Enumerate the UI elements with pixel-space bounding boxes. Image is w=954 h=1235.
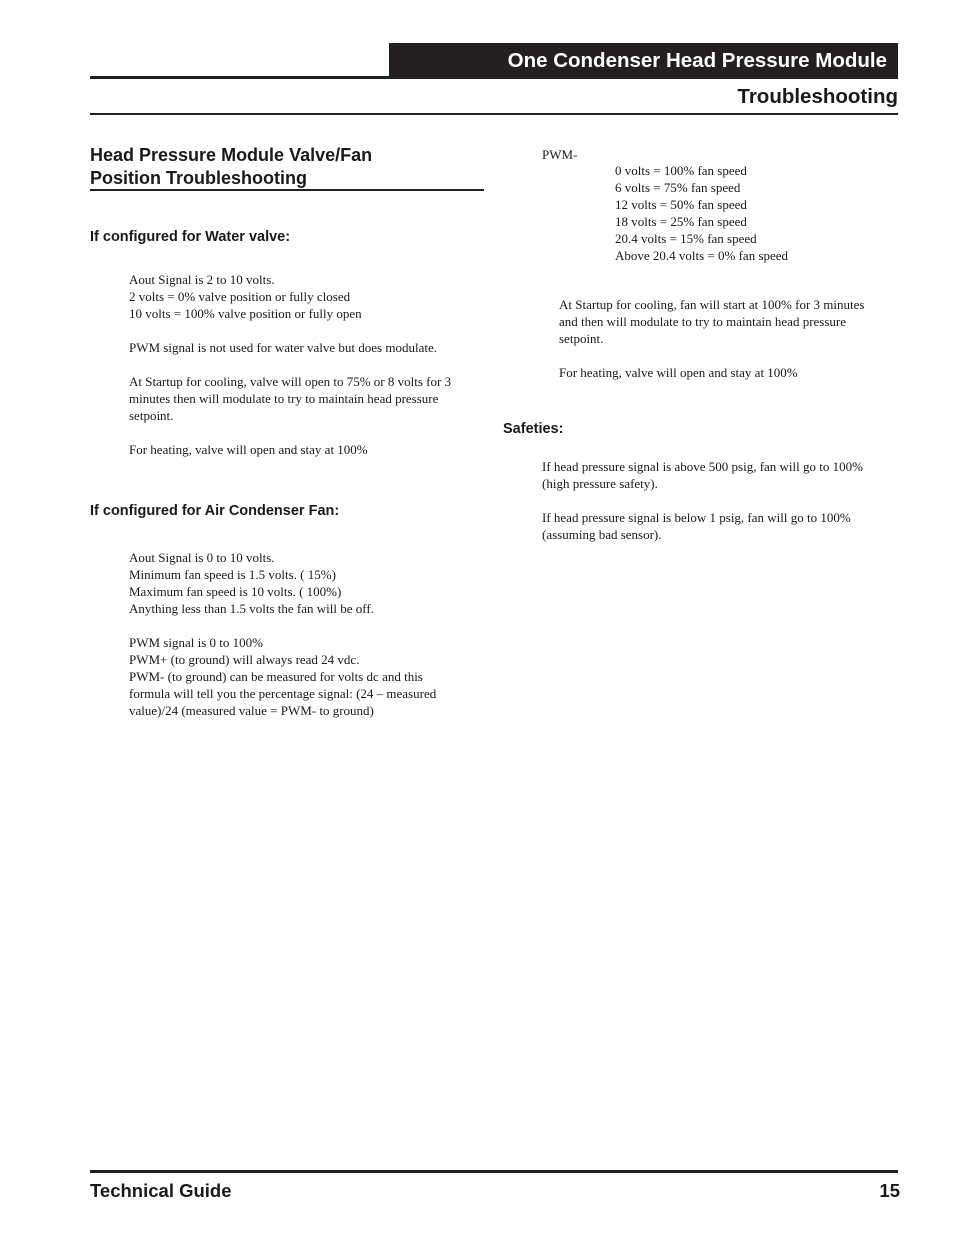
- header-title: One Condenser Head Pressure Module: [507, 49, 887, 72]
- text-line: For heating, valve will open and stay at 100%: [559, 365, 798, 380]
- air-condenser-heading: If configured for Air Condenser Fan:: [90, 503, 340, 519]
- paragraph: [129, 549, 484, 617]
- list-item: 0 volts = 100% fan speed: [615, 163, 747, 178]
- text-line: Maximum fan speed is 10 volts. ( 100%): [129, 584, 342, 599]
- water-valve-body: [129, 271, 484, 458]
- air-condenser-body: [129, 549, 484, 719]
- text-line: 2 volts = 0% valve position or fully closed: [129, 289, 351, 304]
- paragraph: [559, 364, 898, 381]
- footer-rule: [90, 1170, 898, 1173]
- list-item: 20.4 volts = 15% fan speed: [615, 231, 757, 246]
- list-item: 12 volts = 50% fan speed: [615, 197, 747, 212]
- paragraph: [129, 373, 484, 424]
- header-rule-top: [90, 76, 898, 79]
- text-line: formula will tell you the percentage signal: (24 – measured: [129, 686, 437, 701]
- page-number: 15: [879, 1180, 900, 1201]
- footer-document-title: Technical Guide: [90, 1180, 232, 1201]
- header-subtitle: Troubleshooting: [737, 85, 898, 108]
- text-line: At Startup for cooling, valve will open to 75% or 8 volts for 3: [129, 374, 452, 389]
- text-line: minutes then will modulate to try to maintain head pressure: [129, 391, 439, 406]
- safeties-heading: Safeties:: [503, 421, 564, 437]
- text-line: setpoint.: [129, 408, 174, 423]
- list-item: 6 volts = 75% fan speed: [615, 180, 741, 195]
- text-line: value)/24 (measured value = PWM- to ground): [129, 703, 374, 718]
- text-line: Aout Signal is 0 to 10 volts.: [129, 550, 275, 565]
- section-title: [90, 144, 484, 190]
- text-line: PWM- (to ground) can be measured for volts dc and this: [129, 669, 423, 684]
- text-line: PWM signal is not used for water valve but does modulate.: [129, 340, 437, 355]
- text-line: If head pressure signal is above 500 psig, fan will go to 100%: [542, 459, 863, 474]
- header-rule-bottom: [90, 113, 898, 115]
- paragraph: [129, 339, 484, 356]
- section-title-line: Position Troubleshooting: [90, 168, 307, 188]
- text-line: For heating, valve will open and stay at 100%: [129, 442, 368, 457]
- safeties-body: [542, 458, 898, 543]
- paragraph: [129, 271, 484, 322]
- pwm-body: [559, 296, 898, 381]
- text-line: Anything less than 1.5 volts the fan will be off.: [129, 601, 374, 616]
- paragraph: [129, 441, 484, 458]
- text-line: Aout Signal is 2 to 10 volts.: [129, 272, 275, 287]
- text-line: If head pressure signal is below 1 psig, fan will go to 100%: [542, 510, 851, 525]
- paragraph: [542, 458, 898, 492]
- text-line: PWM+ (to ground) will always read 24 vdc.: [129, 652, 360, 667]
- text-line: At Startup for cooling, fan will start at 100% for 3 minutes: [559, 297, 865, 312]
- text-line: (assuming bad sensor).: [542, 527, 662, 542]
- text-line: Minimum fan speed is 1.5 volts. ( 15%): [129, 567, 336, 582]
- text-line: PWM signal is 0 to 100%: [129, 635, 263, 650]
- text-line: and then will modulate to try to maintain head pressure: [559, 314, 847, 329]
- text-line: setpoint.: [559, 331, 604, 346]
- list-item: 18 volts = 25% fan speed: [615, 214, 747, 229]
- section-title-rule: [90, 189, 484, 191]
- paragraph: [129, 634, 484, 719]
- text-line: (high pressure safety).: [542, 476, 658, 491]
- pwm-label: PWM-: [542, 147, 578, 162]
- paragraph: [559, 296, 898, 347]
- text-line: 10 volts = 100% valve position or fully open: [129, 306, 362, 321]
- section-title-line: Head Pressure Module Valve/Fan: [90, 145, 373, 165]
- pwm-speed-list: [615, 162, 898, 264]
- list-item: Above 20.4 volts = 0% fan speed: [615, 248, 789, 263]
- water-valve-heading: If configured for Water valve:: [90, 229, 291, 245]
- paragraph: [542, 509, 898, 543]
